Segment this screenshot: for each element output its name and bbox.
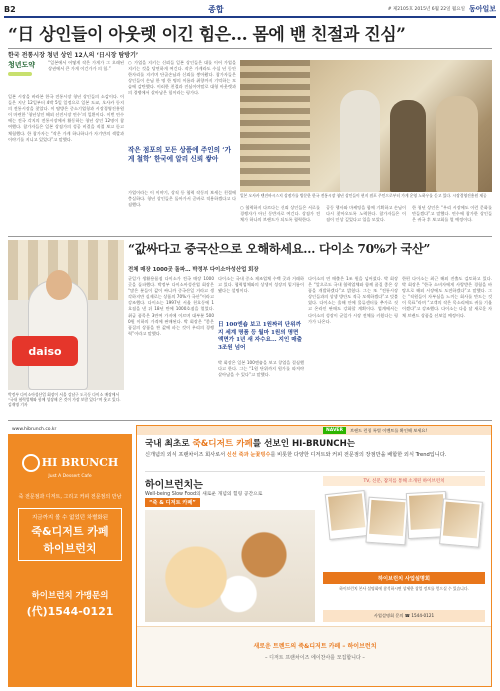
ad-headline-post: 를 선보인 HI-BRUNCH는 (252, 439, 356, 449)
story2-headline: “값싸다고 중국산으로 오해하세요… 다이소 70%가 국산” (128, 242, 431, 256)
ad-description (145, 451, 485, 459)
story2-subhead: 전체 매장 1000곳 돌파… 박정부 다이소아성산업 회장 (128, 267, 259, 273)
ad-desc-post: 를 비롯한 다양한 디저트와 커피 전문점의 장점만을 배합한 외식 Trend입니다. (270, 452, 447, 458)
story1-column: “일본에서 어떻게 작은 가게가 그 오래된 상권에서 큰 가게 이긴가가 의 힘.” (48, 60, 124, 72)
ad-box-line: 지금까지 볼 수 없었던 차별화된 (31, 514, 109, 521)
story2-pull-quote: 日 100엔숍 보고 1원짜리 단위까지 세계 명품 등 월마 1원의 명면 액면가 1년 새 자수요… 지인 매출 3조원 넘어 (218, 322, 303, 351)
media-photos (323, 488, 485, 568)
photo-caption: 일본 오사카 텐진바시스지 상점가를 방문한 한국 전통시장 청년 상인들이 현지 점포 주인으로부터 가게 운영 노하우를 듣고 있다. 시장경영진흥원 제공 (240, 193, 487, 198)
logo-ring-icon (22, 454, 40, 472)
polaroid-photo (439, 498, 483, 547)
person-figure (340, 90, 380, 192)
ad-box-brand: 하이브런치 (43, 541, 97, 555)
story2-column: 균일가 생활용품점 다이소가 전국 매장 1000곳을 돌파했다. 박정부 다이소아성산업 회장은 “많은 분들이 값이 싸니까 중국산일 거라고 생각하지만 실제로는 상품의 70%가 국산”이라고 강조했다. 다이소는 1997년 서울 천호동에 1호점을 낸 뒤 18년 만에 1000호점을 열었다. 취급 품목은 3만여 가지에 이르며 대부분 5000원 이하의 가격에 판매된다. 박 회장은 “좋은 품질의 상품을 싼 값에 파는 것이 우리의 경쟁력”이라고 말했다. (128, 276, 214, 336)
story2-column: 한편 다이소는 최근 해외 진출도 검토하고 있다. 박 회장은 “한국 소비자에게 사랑받은 경험을 바탕으로 해외 시장에도 도전하겠다”고 말했다. 그는 “직원들이 자부심을 느끼는 회사를 만드는 것이 목표”라며 “고객의 작은 목소리에도 귀를 기울이겠다”고 강조했다. 다이소는 다음 달 새로운 자체 브랜드 상품을 선보일 예정이다. (402, 276, 492, 318)
youth-merchant-logo (8, 60, 44, 86)
naver-badge: NAVER (323, 427, 346, 434)
daiso-logo-text: daiso (28, 344, 62, 358)
story1-column: ○ 협력하지 다르다는 신뢰 상인들은 서로를 경쟁자가 아닌 동반자로 여긴다. 상점가 전체가 하나의 브랜드가 되도록 협력한다. (240, 205, 320, 223)
divider (8, 236, 492, 237)
franchise-phone[interactable]: (代)1544-0121 (26, 604, 114, 618)
newspaper-brand: 동아일보 (468, 5, 496, 13)
ad-brand-title: 하이브런치는 (145, 480, 203, 491)
section-title: 종합 (208, 4, 224, 14)
story1-column: 공동 행사와 마케팅을 함께 기획하고 손님이 다시 찾아오도록 노력한다. 참가자들은 이 점이 인상 깊었다고 입을 모았다. (326, 205, 406, 223)
ad-headline-highlight: 죽&디저트 카페 (192, 439, 253, 449)
ad-line: 죽 전문점과 디저트, 그리고 커피 전문점의 만남 (18, 493, 122, 500)
daiso-chairman-photo (8, 240, 124, 390)
ad-headline-pre: 국내 최초로 (145, 439, 193, 449)
person-figure (436, 96, 478, 192)
brand-tagline: Just A Dessert Cafe (48, 473, 92, 479)
brand-name: HI BRUNCH (41, 456, 119, 469)
franchise-inquiry-label: 하이브런치 가맹문의 (31, 590, 109, 601)
page-number: B2 (4, 4, 16, 14)
hibrunch-ad-left[interactable] (8, 425, 132, 687)
face (46, 270, 72, 300)
media-banner: TV, 신문, 잡지를 통해 소개된 하이브런치 (323, 476, 485, 486)
divider (8, 420, 492, 421)
divider (8, 48, 492, 49)
ad-desc-pre: 신개념의 외식 프랜차이즈 회사로서 (145, 452, 227, 458)
masthead (4, 2, 496, 16)
briefing-contact[interactable]: 사업설명회 문의 ☎ 1544-0121 (323, 610, 485, 622)
story1-subhead: 한국 전통시장 청년 상인 12人의 ‘日시장 탐방기’ (8, 52, 139, 59)
logo-text: 청년도약 (8, 60, 36, 69)
polaroid-photo (365, 497, 408, 546)
story1-column: 한 청년 상인은 “우리 시장에도 이런 문화를 만들겠다”고 말했다. 연수에 참가한 상인들은 귀국 후 보고회를 열 예정이다. (412, 205, 492, 223)
ad-bottom-strip (137, 626, 492, 687)
shop-front (240, 60, 310, 192)
story1-column: 일본 시장을 바라본 한국 전통시장 청년 상인들의 소감이다. 이들은 지난 12일부터 4박 5일 일정으로 일본 도쿄, 오사카 등지의 전통시장을 찾았다. 이 탐방은 중소기업청과 시장경영진흥원이 마련한 ‘청년상인 해외 선진시장 연수’의 일환이다. 이번 연수에는 전국 각지의 전통시장에서 활동하는 청년 상인 12명이 참여했다. 참가자들은 일본 상점가의 성공 비결을 직접 보고 듣고 체험했다. 한 참가자는 “작은 가게 하나하나가 자기만의 색깔과 이야기를 지니고 있었다”고 말했다. (8, 94, 124, 142)
polaroid-photo (325, 490, 370, 540)
story1-column: ○ 가업을 지키는 신뢰들 일본 상인들은 대를 이어 가업을 지키는 것을 당연하게 여긴다. 작은 가게라도 수십 년 동안 한자리를 지키며 단골손님과 신뢰를 쌓아왔다. 참가자들은 상인들이 손님 한 명 한 명의 이름과 취향까지 기억하는 모습에 감탄했다. 이러한 친절과 진심이야말로 대형 아웃렛과의 경쟁에서 살아남은 힘이라는 평가다. (128, 60, 236, 96)
ad-bar-text: 브랜드 런칭 특별 이벤트를 확인해 보세요! (349, 427, 428, 433)
ad-bottom-title: 새로운 트렌드의 죽&디저트 카페 – 하이브런치 (253, 643, 377, 650)
hibrunch-ad-right[interactable] (136, 425, 492, 687)
ad-feature-box (18, 508, 122, 561)
ad-brand-subtitle: Well-being Slow Food의 새로운 개념의 힐링 공간으로 (145, 492, 263, 497)
business-briefing-label[interactable]: 하이브런치 사업설명회 (323, 572, 485, 584)
issue-date: # 제2105호 2015년 6월 22일 월요일 (387, 7, 465, 12)
logo-swoosh-icon (8, 72, 32, 76)
story1-pull-quote: 작은 점포의 모든 상품에 주인의 ‘가게 철학’ 한국에 알리 신뢰 쌓아 (128, 146, 231, 163)
ad-top-bar (137, 426, 492, 435)
daiso-logo (12, 336, 78, 366)
story1-headline: “日 상인들이 아웃렛 이긴 힘은… 몸에 밴 친절과 진심” (8, 25, 406, 45)
story2-column: 박 회장은 일본 100엔숍을 보고 창업을 결심했다고 한다. 그는 “1원 단위까지 원가를 따져야 살아남을 수 있다”고 말했다. (218, 360, 304, 378)
ad-pill: “죽 & 디저트 카페” (145, 498, 200, 507)
ad-desc-highlight: 신선 죽과 눈꽃빙수 (226, 452, 271, 458)
ad-bottom-subtitle: – 디저트 프랜차이즈 에이찬사를 모집합니다 – (265, 655, 365, 661)
masthead-rule (4, 16, 496, 18)
food-photo (145, 510, 315, 622)
ad-box-title: 죽&디저트 카페 (31, 524, 109, 538)
hibrunch-logo (20, 452, 120, 479)
person-figure (390, 100, 426, 192)
story2-column: 다이소의 연 매출은 1조 원을 넘어섰다. 박 회장은 “앞으로도 국내 협력업체와 함께 품질 좋은 상품을 개발하겠다”고 밝혔다. 그는 또 “전통시장 상인들과의 상생 방안도 적극 모색하겠다”고 덧붙였다. 다이소는 올해 안에 물류센터를 추가로 짓고 온라인 판매도 강화할 계획이다. 업계에서는 다이소의 성장이 균일가 시장 전체를 키웠다는 평가가 나온다. (308, 276, 398, 324)
divider (145, 471, 485, 472)
photo-caption: 박정부 다이소아성산업 회장이 서울 강남구 도곡동 다이소 매장에서 “국내 협력업체와 함께 성장해 온 것이 가장 보람 있다”며 웃고 있다. 김재명 기자 (8, 392, 121, 407)
business-briefing-desc: 하이브런치 본사 설명회에 참석하시면 상세한 창업 정보를 얻으실 수 있습니다. (339, 586, 469, 591)
story1-column: 가업이라는 이 이야기, 상직 등 협력 작동의 보세는 친절에 충실하다. 청년 상인들은 돌아가서 곧바로 적용하겠다고 다짐했다. (128, 190, 236, 208)
market-visit-photo (240, 60, 492, 192)
ad-headline (145, 437, 485, 449)
story2-column: 다이소는 국내 중소 제조업체 수백 곳과 거래하고 있다. 협력업체와의 상생이 성장의 밑거름이 됐다는 설명이다. (218, 276, 304, 294)
ad-url[interactable]: www.hibrunch.co.kr (8, 425, 132, 434)
